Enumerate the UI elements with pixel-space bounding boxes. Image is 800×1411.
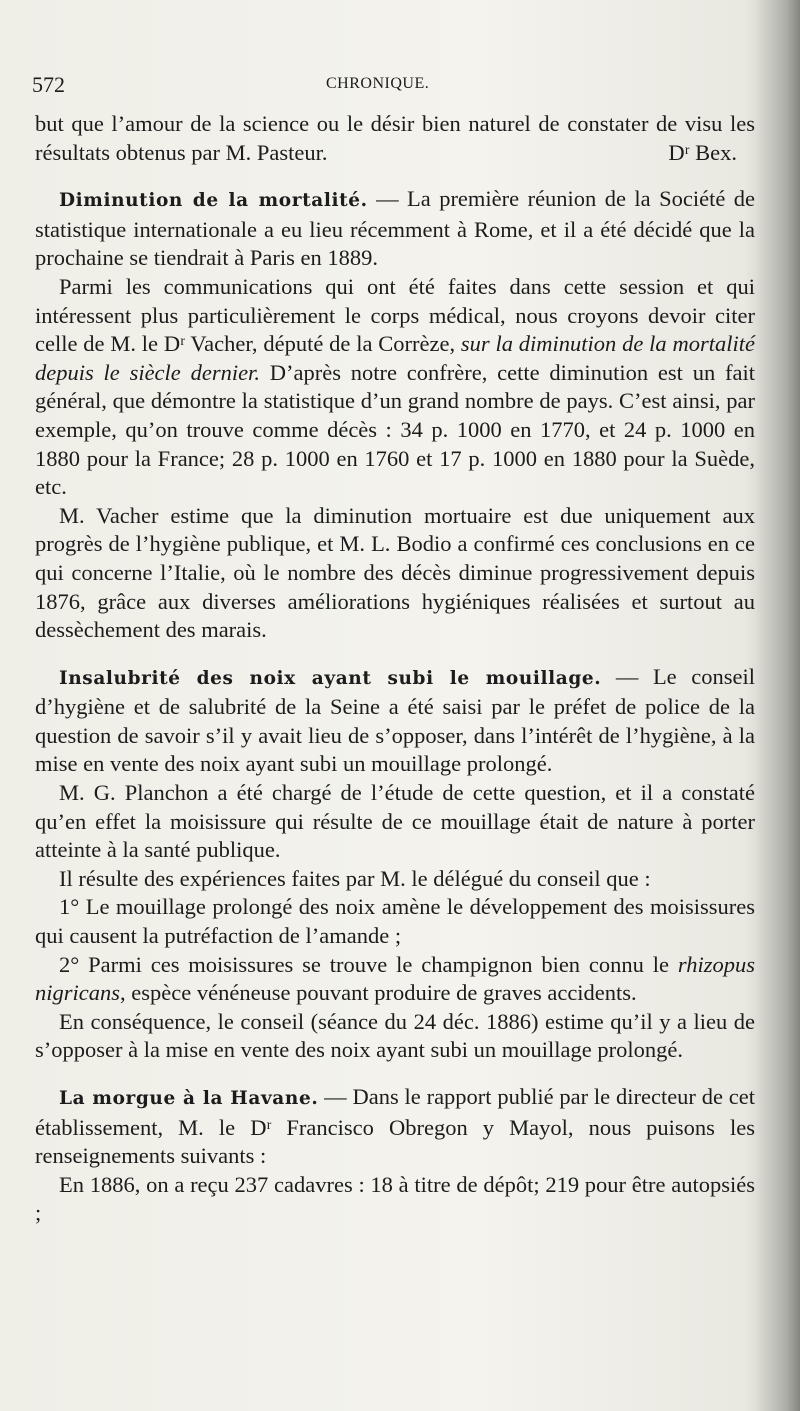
paragraph-12 <box>35 1171 755 1228</box>
paragraph-4-text: M. Vacher estime que la diminution mortuaire est due uniquement aux progrès de l’hygiène publique, et M. L. Bodio a confirmé ces conclusions en ce qui concerne l’Italie, où le nombre des décès diminue progressivement depuis 1876, grâce aux diverses améliorations hygiéniques réalisées et surtout au dessèchement des marais. <box>35 502 755 643</box>
author-signature: Dʳ Bex. <box>668 139 737 165</box>
paragraph-6 <box>35 779 755 865</box>
paragraph-9-text-a: 2° Parmi ces moisissures se trouve le champignon bien connu le <box>59 951 678 977</box>
paragraph-11 <box>35 1083 755 1171</box>
paragraph-3-text-a: Parmi les communications qui ont été faites dans cette session et qui intéressent plus particulièrement le corps médical, nous croyons devoir citer celle de M. le Dʳ Vacher, député de la Corrèze, <box>35 273 755 357</box>
running-title: CHRONIQUE. <box>326 75 430 92</box>
paragraph-12-text: En 1886, on a reçu 237 cadavres : 18 à titre de dépôt; 219 pour être autopsiés ; <box>35 1171 755 1226</box>
paragraph-7-text: Il résulte des expériences faites par M. le délégué du conseil que : <box>59 865 651 891</box>
article-body <box>35 110 755 1228</box>
paragraph-4 <box>35 502 755 645</box>
paragraph-8-text: 1° Le mouillage prolongé des noix amène le développement des moisissures qui causent la putréfaction de l’amande ; <box>35 894 755 949</box>
paragraph-2 <box>35 185 755 273</box>
paragraph-5 <box>35 663 755 779</box>
paragraph-2-text: — La première réunion de la Société de statistique internationale a eu lieu récemment à Rome, et il a été décidé que la prochaine se tiendrait à Paris en 1889. <box>35 186 755 271</box>
paragraph-9-italic: rhizopus nigricans <box>35 951 755 1006</box>
paragraph-9-text-b: , espèce vénéneuse pouvant produire de graves accidents. <box>120 980 637 1006</box>
paragraph-5-text: — Le conseil d’hygiène et de salubrité de la Seine a été saisi par le préfet de police de la question de savoir s’il y avait lieu de s’opposer, dans l’intérêt de l’hygiène, à la mise en vente des noix ayant subi un mouillage prolongé. <box>35 663 755 777</box>
paragraph-1-text: but que l’amour de la science ou le désir bien naturel de constater de visu les résultats obtenus par M. Pasteur. <box>35 111 755 165</box>
paragraph-8 <box>35 893 755 950</box>
paragraph-1 <box>35 110 755 167</box>
paragraph-3 <box>35 273 755 502</box>
paragraph-3-italic: sur la diminution de la mortalité depuis le siècle dernier. <box>35 331 755 385</box>
page-gutter-shadow <box>755 0 800 1411</box>
section-heading-morgue: La morgue à la Havane. <box>59 1088 319 1109</box>
paragraph-9 <box>35 951 755 1008</box>
paragraph-11-text: — Dans le rapport publié par le directeur de cet établissement, M. le Dʳ Francisco Obregon y Mayol, nous puisons les renseignements suivants : <box>35 1084 755 1169</box>
section-heading-noix: Insalubrité des noix ayant subi le mouillage. <box>59 667 602 689</box>
section-heading-mortalite: Diminution de la mortalité. <box>59 190 368 212</box>
paragraph-10-text: En conséquence, le conseil (séance du 24 déc. 1886) estime qu’il y a lieu de s’opposer à la mise en vente des noix ayant subi un mouillage prolongé. <box>35 1008 755 1063</box>
paragraph-3-text-b: D’après notre confrère, cette diminution est un fait général, que démontre la statistique d’un grand nombre de pays. C’est ainsi, par exemple, qu’on trouve comme décès : 34 p. 1000 en 1770, et 24 p. 1000 en 1880 pour la France; 28 p. 1000 en 1760 et 17 p. 1000 en 1880 pour la Suède, etc. <box>35 359 755 500</box>
page-number: 572 <box>32 72 65 97</box>
page-header <box>30 72 730 102</box>
paragraph-6-text: M. G. Planchon a été chargé de l’étude de cette question, et il a constaté qu’en effet la moisissure qui résulte de ce mouillage était de nature à porter atteinte à la santé publique. <box>35 780 755 863</box>
paragraph-10 <box>35 1008 755 1065</box>
paragraph-7 <box>35 865 755 894</box>
